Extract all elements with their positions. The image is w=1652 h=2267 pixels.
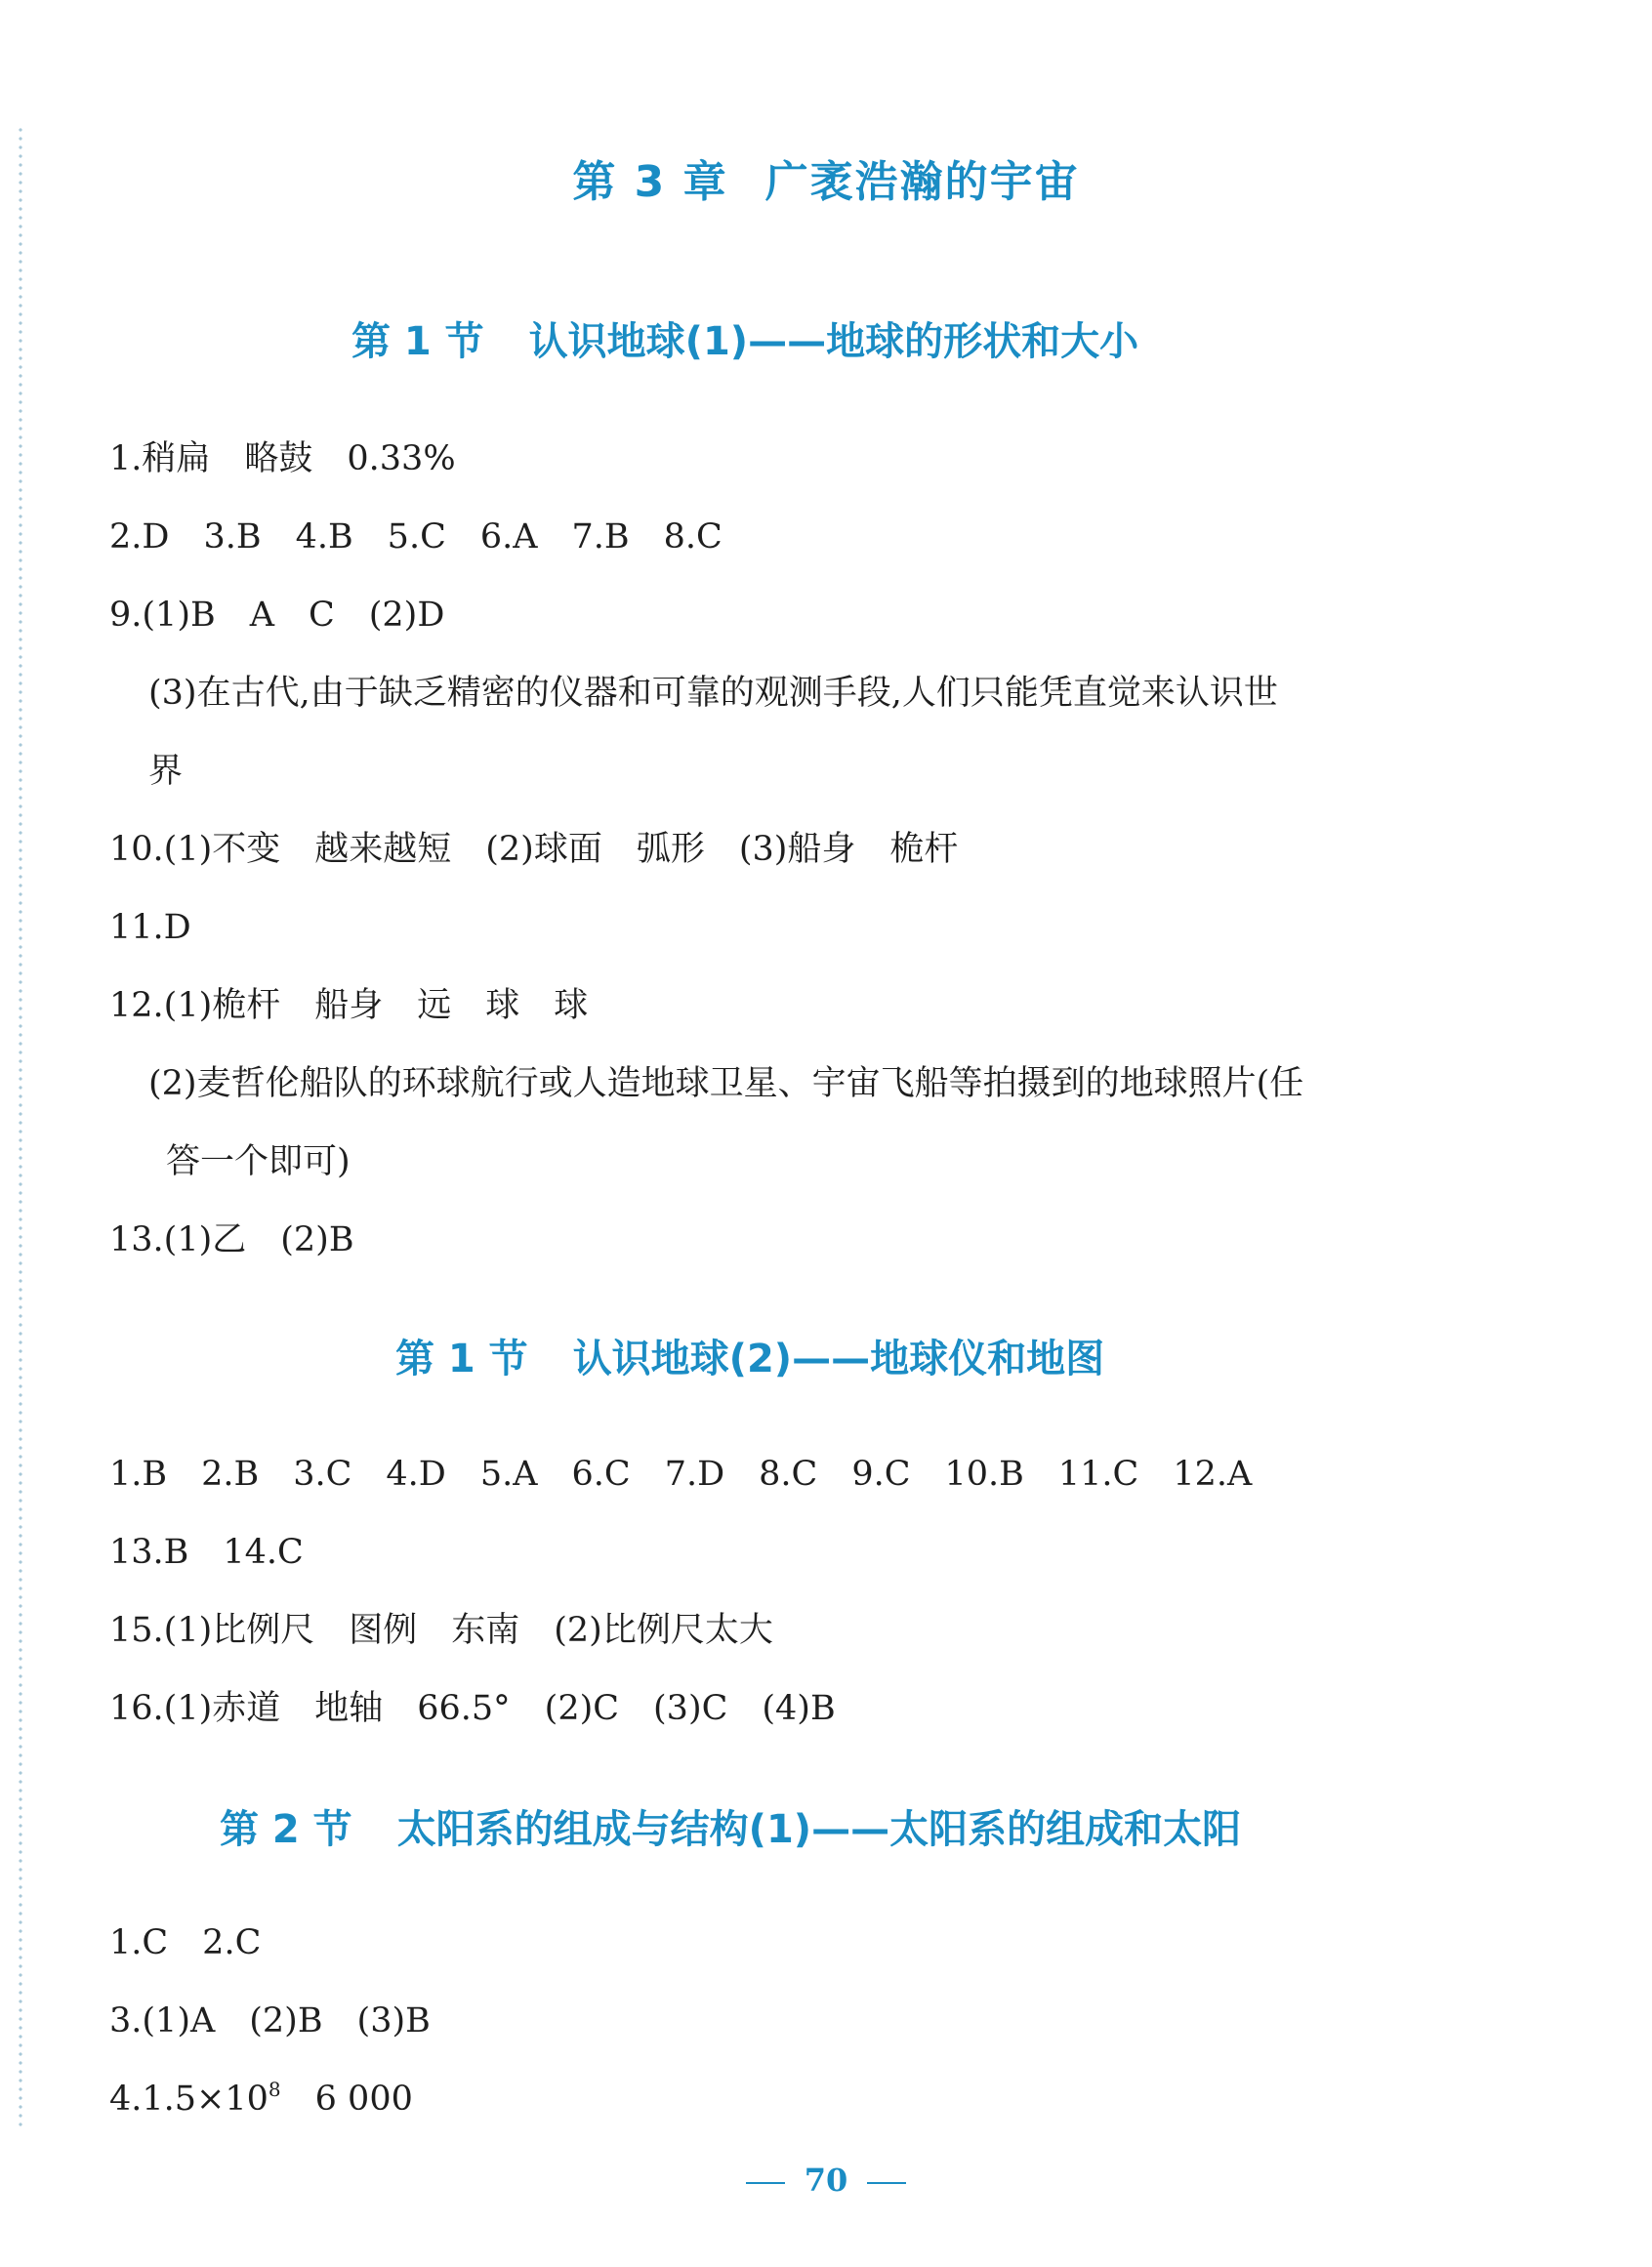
chapter-title — [0, 146, 1652, 209]
answer-text: 4.1.5×10 — [109, 2080, 268, 2119]
page-number — [0, 2162, 1652, 2199]
section-heading-1 — [351, 310, 1138, 366]
answer-text: 6 000 — [280, 2080, 413, 2119]
answer-line: 16.(1)赤道 地轴 66.5° (2)C (3)C (4)B — [109, 1689, 836, 1728]
answer-line: 15.(1)比例尺 图例 东南 (2)比例尺太大 — [109, 1611, 773, 1650]
answer-line: 10.(1)不变 越来越短 (2)球面 弧形 (3)船身 桅杆 — [109, 830, 959, 869]
section-name: 认识地球(2)——地球仪和地图 — [572, 1337, 1105, 1381]
dash-left — [746, 2182, 785, 2184]
answer-line: 1.C 2.C — [109, 1923, 262, 1962]
answer-line: 13.B 14.C — [109, 1533, 304, 1572]
answer-line: 1.B 2.B 3.C 4.D 5.A 6.C 7.D 8.C 9.C 10.B 11.C 12.A — [109, 1455, 1253, 1494]
section-heading-2 — [395, 1328, 1104, 1383]
answer-line: 2.D 3.B 4.B 5.C 6.A 7.B 8.C — [109, 517, 723, 556]
exponent: 8 — [268, 2078, 281, 2101]
answer-line: 3.(1)A (2)B (3)B — [109, 2001, 431, 2040]
section-label: 第 2 节 — [220, 1807, 352, 1852]
answer-line — [109, 2078, 413, 2121]
answer-line: 界 — [148, 752, 184, 791]
dash-right — [867, 2182, 906, 2184]
section-name: 认识地球(1)——地球的形状和大小 — [528, 319, 1139, 364]
answer-line: 12.(1)桅杆 船身 远 球 球 — [109, 986, 589, 1025]
chapter-name: 广袤浩瀚的宇宙 — [764, 157, 1080, 207]
answer-line: 13.(1)乙 (2)B — [109, 1220, 354, 1259]
answer-line: 11.D — [109, 908, 191, 947]
section-label: 第 1 节 — [395, 1337, 528, 1381]
section-heading-3 — [220, 1798, 1241, 1854]
answer-line: 1.稍扁 略鼓 0.33% — [109, 439, 456, 478]
answer-line: 答一个即可) — [166, 1142, 351, 1181]
answer-line: 9.(1)B A C (2)D — [109, 596, 445, 635]
page-edge-decoration — [18, 127, 23, 2128]
answer-line: (3)在古代,由于缺乏精密的仪器和可靠的观测手段,人们只能凭直觉来认识世 — [148, 674, 1278, 713]
chapter-number: 第 3 章 — [572, 157, 728, 207]
section-name: 太阳系的组成与结构(1)——太阳系的组成和太阳 — [396, 1807, 1242, 1852]
answer-line: (2)麦哲伦船队的环球航行或人造地球卫星、宇宙飞船等拍摄到的地球照片(任 — [148, 1064, 1304, 1103]
page-number-text: 70 — [804, 2162, 848, 2199]
section-label: 第 1 节 — [351, 319, 484, 364]
